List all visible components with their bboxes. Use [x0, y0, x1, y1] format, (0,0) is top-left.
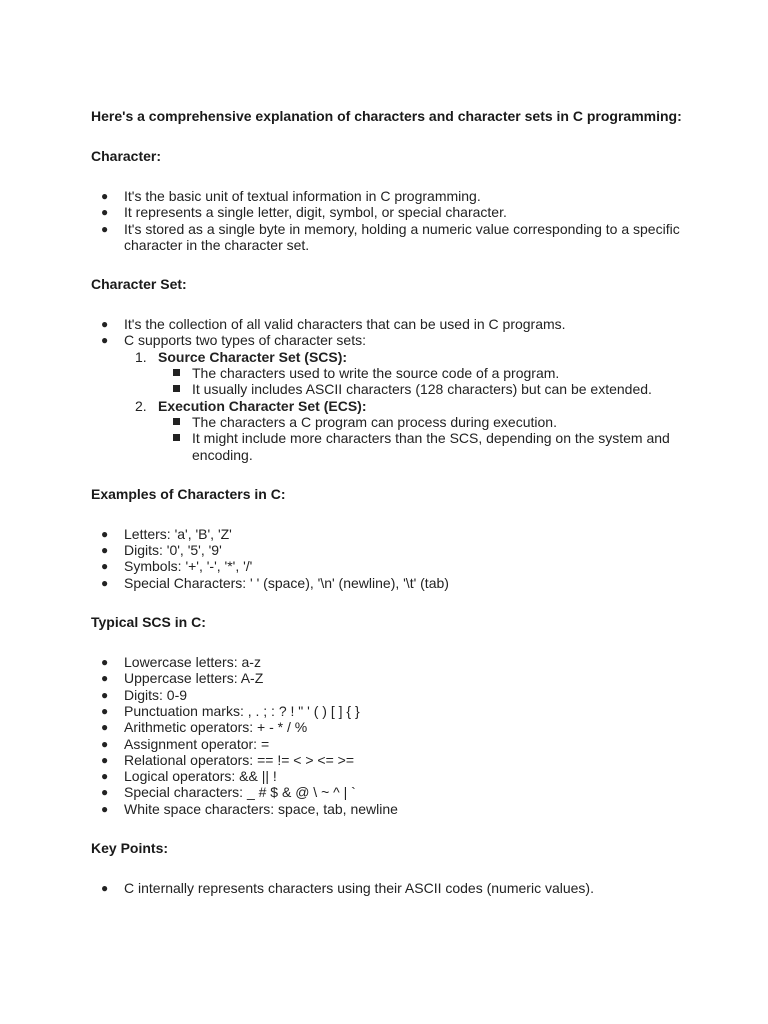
- numbered-item-title: Execution Character Set (ECS):: [158, 397, 367, 414]
- section-examples: [91, 486, 691, 591]
- list-item: [91, 703, 691, 719]
- list-item-text: Digits: '0', '5', '9': [124, 542, 222, 559]
- list-item-text: Special characters: _ # $ & @ \ ~ ^ | `: [124, 784, 356, 801]
- sub-list-item: [91, 414, 691, 430]
- bullet-icon: ●: [101, 189, 109, 203]
- section-heading-character-set: Character Set:: [91, 276, 187, 293]
- list-item: [91, 801, 691, 817]
- section-character: [91, 148, 691, 253]
- square-bullet-icon: [173, 385, 180, 392]
- section-heading-examples: Examples of Characters in C:: [91, 485, 286, 502]
- list-item: [91, 654, 691, 670]
- bullet-icon: ●: [101, 205, 109, 220]
- section-heading-key-points: Key Points:: [91, 840, 169, 857]
- intro-heading: Here's a comprehensive explanation of characters and character sets in C programming:: [91, 108, 682, 124]
- square-bullet-icon: [173, 369, 180, 376]
- square-bullet-icon: [173, 418, 180, 425]
- list-item-text: It's the collection of all valid characters that can be used in C programs.: [124, 316, 566, 333]
- bullet-icon: ●: [101, 559, 109, 574]
- bullet-icon: ●: [101, 720, 109, 735]
- list-item-text: Uppercase letters: A-Z: [124, 670, 264, 687]
- numbered-item-scs: [91, 349, 691, 365]
- list-item: [91, 768, 691, 784]
- key-points-list: [91, 880, 691, 896]
- list-item: [91, 670, 691, 686]
- sub-list-item-text: The characters a C program can process during execution.: [192, 413, 557, 430]
- list-item: [91, 880, 691, 896]
- list-item-text: Symbols: '+', '-', '*', '/': [124, 558, 253, 575]
- section-heading-character: Character:: [91, 148, 162, 164]
- list-item-text: White space characters: space, tab, newline: [124, 800, 398, 817]
- bullet-icon: ●: [101, 575, 109, 590]
- character-list: [91, 188, 691, 253]
- list-item-text: C internally represents characters using their ASCII codes (numeric values).: [124, 880, 594, 897]
- list-item-text: Letters: 'a', 'B', 'Z': [124, 525, 232, 542]
- sub-list-item: [91, 430, 691, 463]
- list-item-text: It's stored as a single byte in memory, holding a numeric value corresponding to a specific character in the character set.: [124, 220, 680, 253]
- list-item-text: C supports two types of character sets:: [124, 332, 366, 349]
- examples-list: [91, 526, 691, 591]
- sub-list-item-text: It usually includes ASCII characters (128 characters) but can be extended.: [192, 381, 652, 398]
- list-item-text: It represents a single letter, digit, symbol, or special character.: [124, 204, 507, 221]
- list-number: 2.: [135, 397, 147, 414]
- list-item: [91, 204, 691, 220]
- bullet-icon: ●: [101, 752, 109, 767]
- list-item-text: Digits: 0-9: [124, 686, 188, 703]
- square-bullet-icon: [173, 434, 180, 441]
- bullet-icon: ●: [101, 736, 109, 751]
- list-item-text: Punctuation marks: , . ; : ? ! " ' ( ) [ ] { }: [124, 702, 360, 719]
- bullet-icon: ●: [101, 671, 109, 686]
- section-heading-typical-scs: Typical SCS in C:: [91, 614, 206, 631]
- list-item: [91, 542, 691, 558]
- section-key-points: [91, 840, 691, 896]
- list-item: [91, 687, 691, 703]
- list-item-text: It's the basic unit of textual information in C programming.: [124, 188, 481, 204]
- bullet-icon: ●: [101, 526, 109, 541]
- list-item-text: Arithmetic operators: + - * / %: [124, 719, 308, 736]
- list-item: [91, 332, 691, 348]
- bullet-icon: ●: [101, 655, 109, 670]
- bullet-icon: ●: [101, 221, 109, 236]
- character-set-list: [91, 316, 691, 349]
- typical-scs-list: [91, 654, 691, 817]
- list-item: [91, 316, 691, 332]
- list-item-text: Special Characters: ' ' (space), '\n' (newline), '\t' (tab): [124, 574, 449, 591]
- list-number: 1.: [135, 348, 147, 365]
- list-item: [91, 719, 691, 735]
- bullet-icon: ●: [101, 703, 109, 718]
- list-item-text: Logical operators: && || !: [124, 768, 277, 785]
- list-item-text: Assignment operator: =: [124, 735, 270, 752]
- document-page: [91, 108, 691, 919]
- numbered-item-title: Source Character Set (SCS):: [158, 348, 348, 365]
- bullet-icon: ●: [101, 785, 109, 800]
- bullet-icon: ●: [101, 801, 109, 816]
- list-item: [91, 784, 691, 800]
- list-item: [91, 221, 691, 254]
- sub-list-item: [91, 365, 691, 381]
- list-item: [91, 736, 691, 752]
- list-item: [91, 188, 691, 204]
- bullet-icon: ●: [101, 687, 109, 702]
- list-item-text: Lowercase letters: a-z: [124, 654, 261, 671]
- bullet-icon: ●: [101, 881, 109, 896]
- section-character-set: [91, 276, 691, 463]
- list-item: [91, 526, 691, 542]
- character-set-types-list: [91, 349, 691, 463]
- list-item-text: Relational operators: == != < > <= >=: [124, 751, 354, 768]
- bullet-icon: ●: [101, 333, 109, 348]
- list-item: [91, 752, 691, 768]
- list-item: [91, 575, 691, 591]
- list-item: [91, 558, 691, 574]
- sub-list-item: [91, 381, 691, 397]
- numbered-item-ecs: [91, 398, 691, 414]
- sub-list-item-text: The characters used to write the source code of a program.: [192, 365, 560, 382]
- sub-list-item-text: It might include more characters than the SCS, depending on the system and encoding.: [192, 430, 670, 463]
- bullet-icon: ●: [101, 317, 109, 332]
- bullet-icon: ●: [101, 543, 109, 558]
- section-typical-scs: [91, 614, 691, 817]
- bullet-icon: ●: [101, 769, 109, 784]
